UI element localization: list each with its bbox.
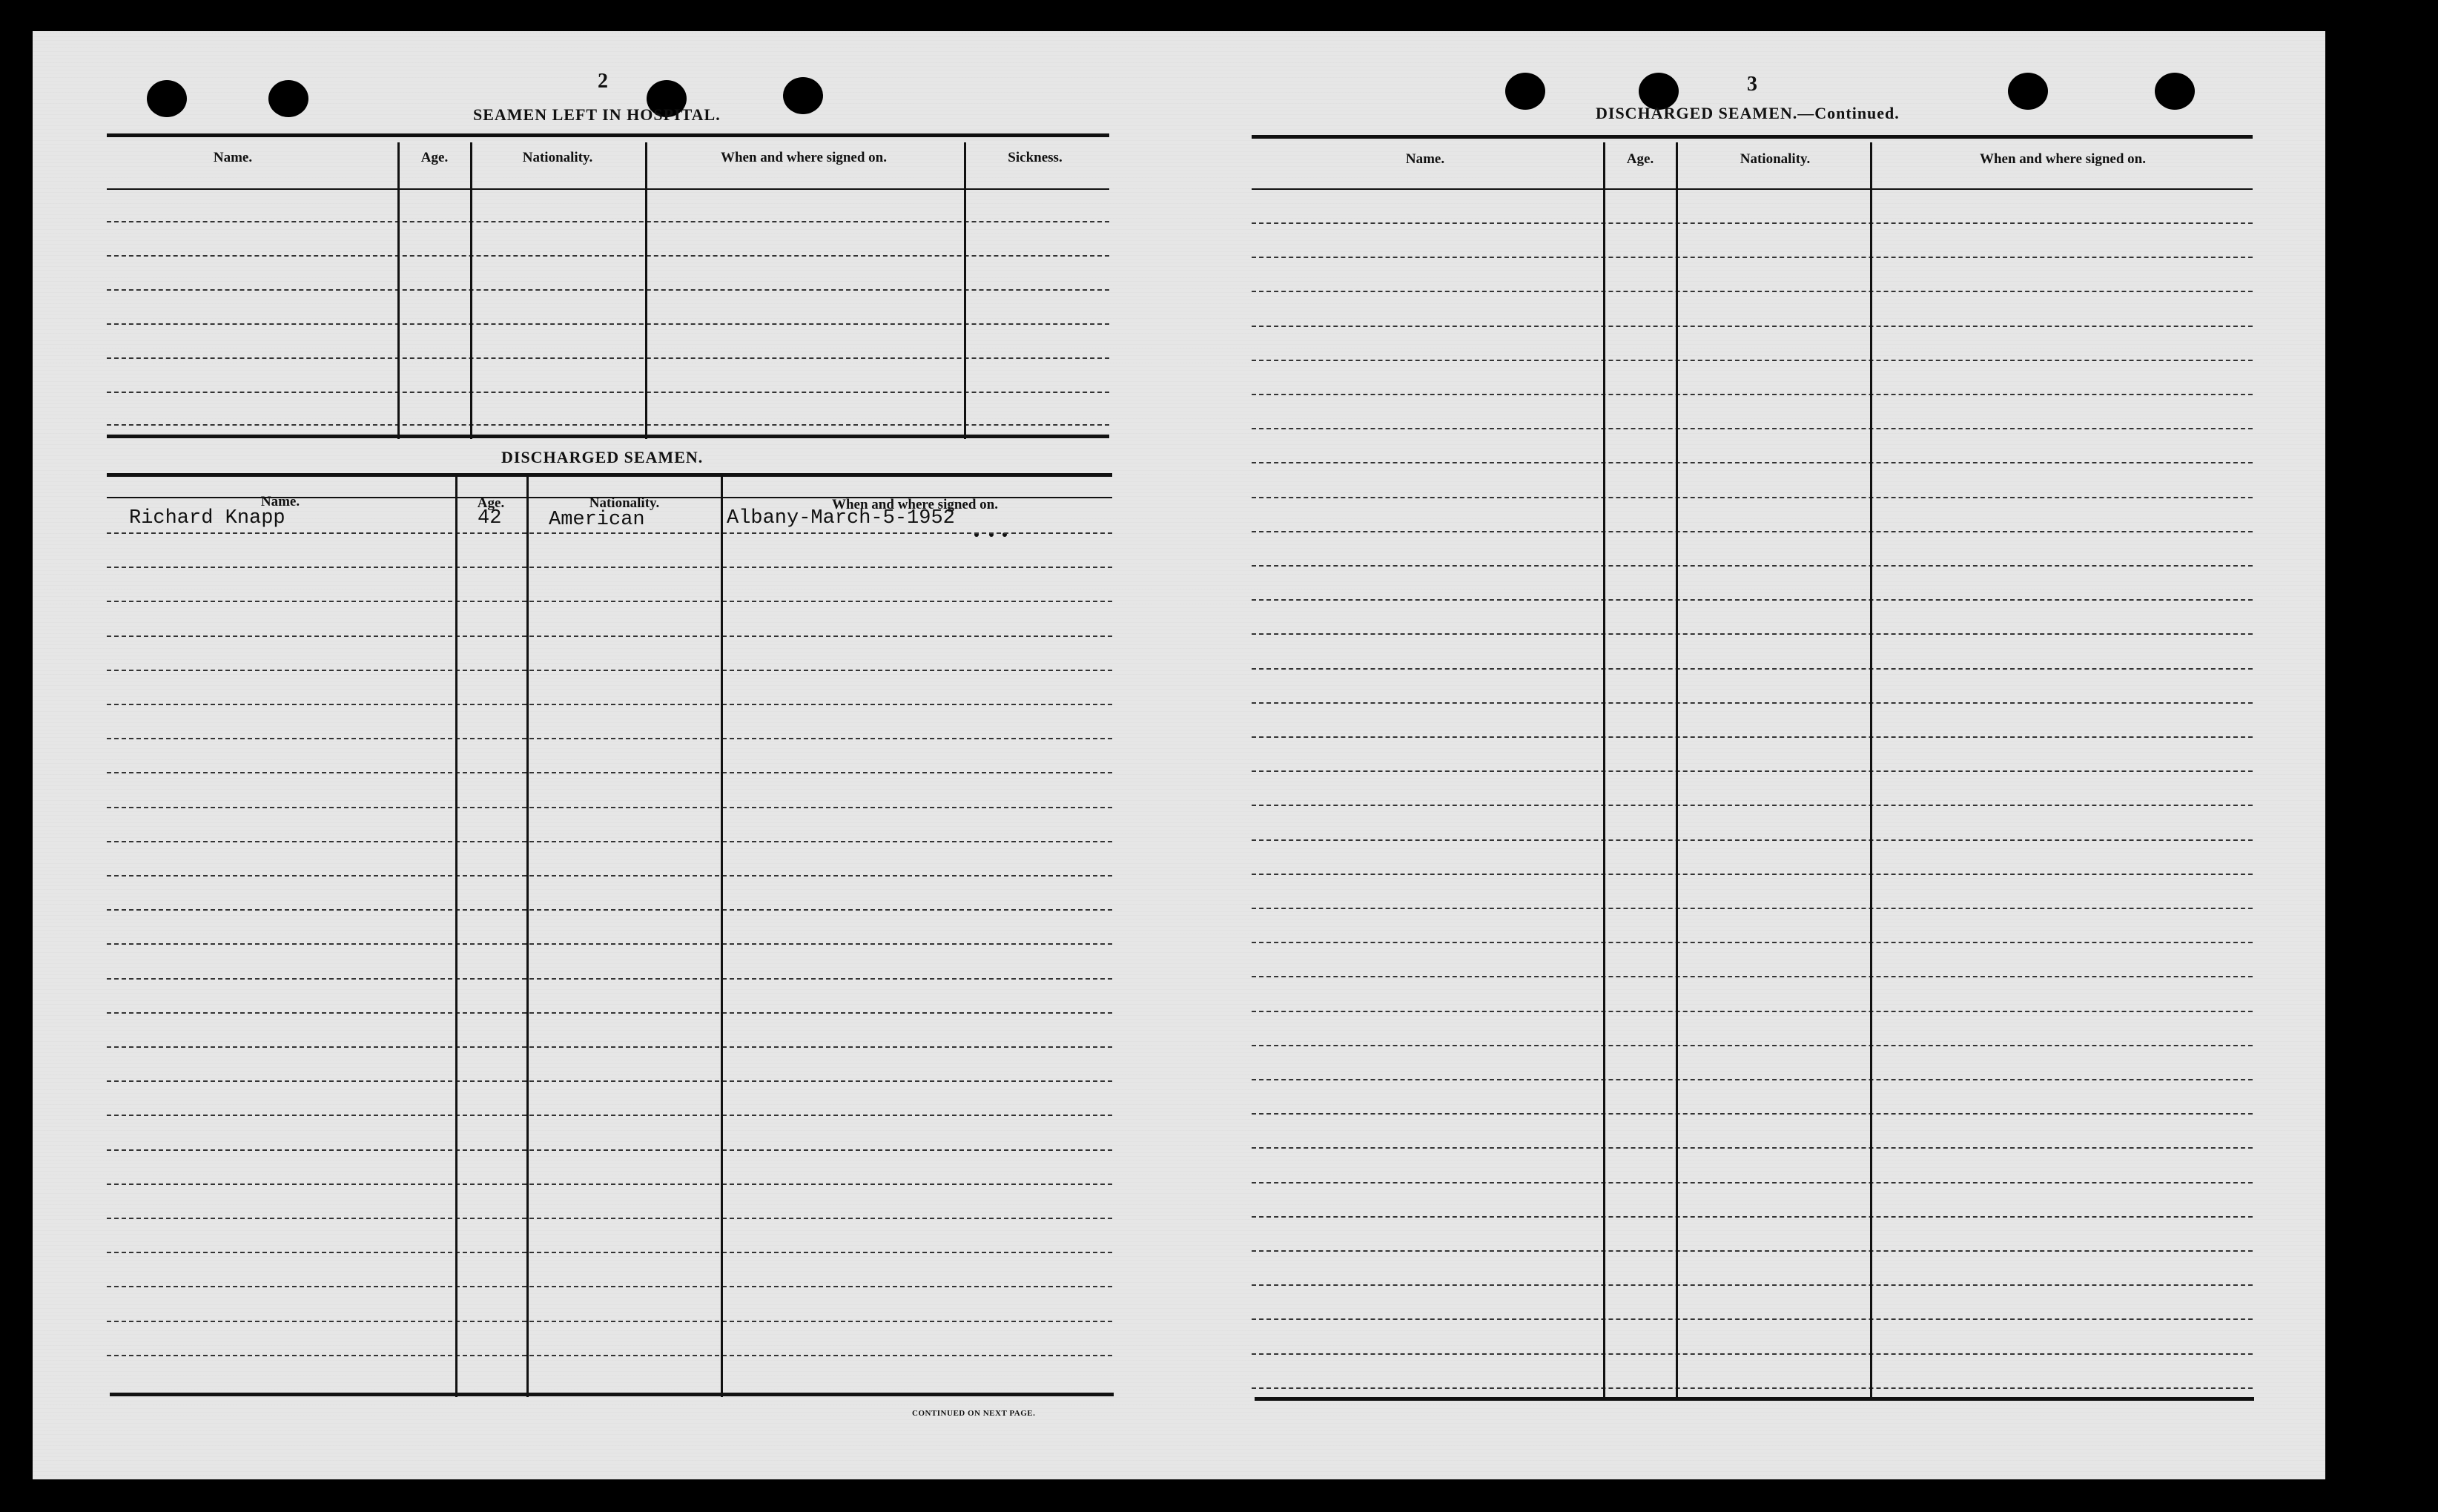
row-line xyxy=(1252,736,2253,738)
row-line xyxy=(1252,908,2253,909)
row-line xyxy=(1252,497,2253,498)
hospital-row-line xyxy=(107,357,1109,359)
row-line xyxy=(107,635,1112,637)
row-line xyxy=(107,1218,1112,1219)
row-line xyxy=(107,875,1112,877)
row-line xyxy=(1252,1250,2253,1252)
discharged-col-divider xyxy=(721,476,723,1397)
hospital-col-divider xyxy=(397,142,400,439)
hospital-row-line xyxy=(107,255,1109,257)
row-line xyxy=(107,943,1112,945)
row-line xyxy=(107,1252,1112,1253)
punch-hole xyxy=(147,80,187,117)
row-line xyxy=(1252,770,2253,772)
discharged-header-rule xyxy=(107,497,1112,498)
row-line xyxy=(107,1012,1112,1014)
right-bottom-rule xyxy=(1255,1397,2254,1401)
hospital-row-line xyxy=(107,289,1109,291)
row-line xyxy=(107,1080,1112,1082)
hospital-col-name-header: Name. xyxy=(213,150,253,165)
row-line xyxy=(1252,942,2253,943)
page-number-right: 3 xyxy=(1747,73,1757,96)
row-line xyxy=(1252,1045,2253,1046)
row-line xyxy=(1252,222,2253,224)
row-line xyxy=(1252,394,2253,395)
discharged-top-rule xyxy=(107,473,1112,477)
row-line xyxy=(1252,565,2253,567)
row-line xyxy=(1252,1387,2253,1389)
discharged-row-age: 42 xyxy=(478,507,502,529)
hospital-header-rule xyxy=(107,188,1109,190)
discharged-section-title: DISCHARGED SEAMEN. xyxy=(501,448,704,466)
discharged-col-divider xyxy=(455,476,457,1397)
punch-hole xyxy=(2008,73,2048,110)
row-line xyxy=(107,704,1112,705)
right-col-nationality-header: Nationality. xyxy=(1740,151,1811,167)
right-col-signed-header: When and where signed on. xyxy=(1979,151,2147,167)
document-sheet xyxy=(33,31,2325,1479)
punch-hole xyxy=(783,77,823,114)
row-line xyxy=(1252,976,2253,977)
row-line xyxy=(107,841,1112,842)
hospital-col-divider xyxy=(964,142,966,439)
continued-note: CONTINUED ON NEXT PAGE. xyxy=(912,1409,1036,1418)
right-col-divider xyxy=(1603,142,1605,1399)
row-line xyxy=(107,567,1112,568)
discharged-col-name-header: Name. xyxy=(260,494,300,509)
row-line xyxy=(1252,326,2253,327)
row-line xyxy=(107,738,1112,739)
punch-hole xyxy=(268,80,308,117)
row-line xyxy=(1252,1113,2253,1115)
row-line xyxy=(107,601,1112,602)
right-top-rule xyxy=(1252,135,2253,139)
row-line xyxy=(1252,1011,2253,1012)
hospital-row-line xyxy=(107,221,1109,222)
hospital-col-age-header: Age. xyxy=(420,150,449,165)
hospital-row-line xyxy=(107,323,1109,325)
discharged-col-divider xyxy=(526,476,529,1397)
right-col-divider xyxy=(1870,142,1872,1399)
row-line xyxy=(1252,1147,2253,1149)
row-line xyxy=(107,772,1112,773)
row-line xyxy=(1252,805,2253,806)
row-line xyxy=(1252,1318,2253,1320)
row-line xyxy=(1252,1284,2253,1286)
hospital-section-title: SEAMEN LEFT IN HOSPITAL. xyxy=(473,105,721,124)
row-line xyxy=(107,1321,1112,1322)
row-line xyxy=(1252,428,2253,429)
row-line xyxy=(1252,633,2253,635)
right-col-name-header: Name. xyxy=(1405,151,1445,167)
discharged-col-age-header: Age. xyxy=(477,495,505,511)
row-line xyxy=(107,1286,1112,1287)
row-line xyxy=(107,1046,1112,1048)
hospital-col-sickness-header: Sickness. xyxy=(1008,150,1063,165)
row-line xyxy=(1252,1216,2253,1218)
row-line xyxy=(1252,839,2253,841)
row-line xyxy=(107,1183,1112,1185)
row-line xyxy=(1252,257,2253,258)
row-line xyxy=(1252,1079,2253,1080)
page-number-left: 2 xyxy=(598,70,608,93)
row-line xyxy=(1252,360,2253,361)
hospital-col-divider xyxy=(470,142,472,439)
row-line xyxy=(107,532,1112,534)
punch-hole xyxy=(2155,73,2195,110)
row-line xyxy=(1252,1353,2253,1355)
right-col-age-header: Age. xyxy=(1626,151,1654,167)
hospital-col-signed-header: When and where signed on. xyxy=(720,150,888,165)
discharged-col-signed-header: When and where signed on. xyxy=(831,497,999,512)
hospital-col-nationality-header: Nationality. xyxy=(522,150,593,165)
row-line xyxy=(1252,874,2253,875)
discharged-row-signed-on: Albany-March-5-1952 xyxy=(727,507,955,529)
row-line xyxy=(1252,599,2253,601)
row-line xyxy=(1252,702,2253,704)
row-line xyxy=(107,978,1112,980)
right-header-rule xyxy=(1252,188,2253,190)
discharged-row-nationality: American xyxy=(549,509,645,531)
hospital-col-divider xyxy=(645,142,647,439)
row-line xyxy=(107,807,1112,808)
row-line xyxy=(1252,1182,2253,1183)
punch-hole xyxy=(1505,73,1545,110)
hospital-row-line xyxy=(107,392,1109,393)
row-line xyxy=(1252,668,2253,670)
row-line xyxy=(107,1115,1112,1116)
hospital-row-line xyxy=(107,424,1109,426)
right-col-divider xyxy=(1676,142,1678,1399)
row-line xyxy=(107,1149,1112,1151)
discharged-col-nationality-header: Nationality. xyxy=(589,495,660,511)
row-line xyxy=(1252,291,2253,292)
row-line xyxy=(107,670,1112,671)
row-line xyxy=(1252,531,2253,532)
discharged-bottom-rule xyxy=(110,1393,1114,1396)
row-line xyxy=(107,1355,1112,1356)
hospital-top-rule xyxy=(107,133,1109,137)
hospital-bottom-rule xyxy=(107,435,1109,438)
row-line xyxy=(1252,462,2253,463)
discharged-row-name: Richard Knapp xyxy=(129,507,285,529)
right-section-title: DISCHARGED SEAMEN.—Continued. xyxy=(1596,104,1900,122)
row-line xyxy=(107,909,1112,911)
